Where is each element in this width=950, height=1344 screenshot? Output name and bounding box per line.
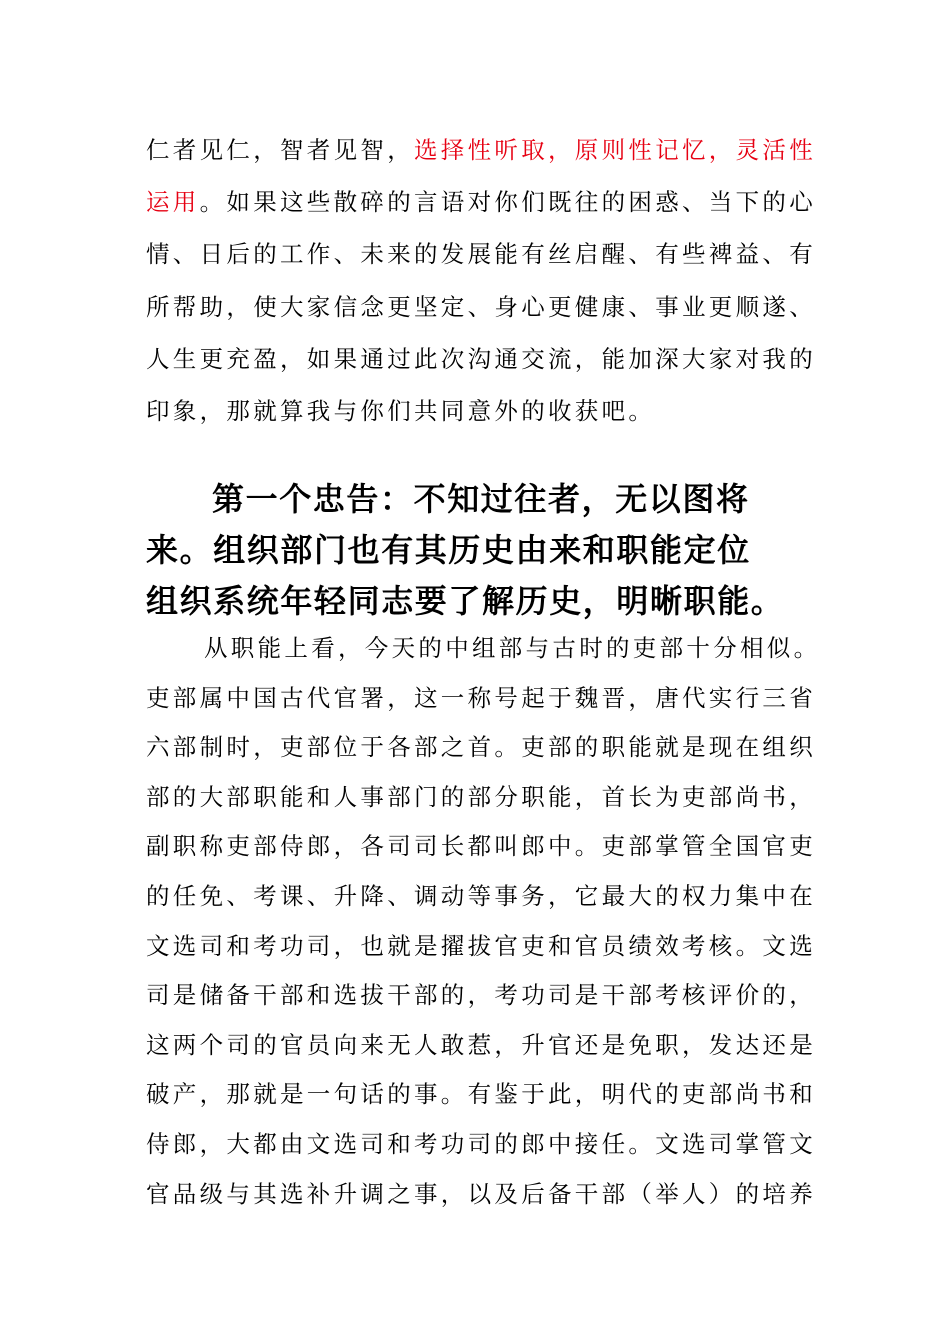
intro-line-5: 人生更充盈，如果通过此次沟通交流，能加深大家对我的	[146, 344, 816, 373]
highlighted-text: 运用	[146, 188, 200, 217]
section-heading	[146, 474, 806, 627]
intro-line-2	[146, 176, 817, 228]
body-line: 从职能上看，今天的中组部与古时的吏部十分相似。	[204, 634, 821, 662]
body-line: 副职称吏部侍郎，各司司长都叫郎中。吏部掌管全国官吏	[146, 832, 816, 861]
body-line: 文选司和考功司，也就是擢拔官吏和官员绩效考核。文选	[146, 931, 816, 960]
body-line: 的任免、考课、升降、调动等事务，它最大的权力集中在	[146, 881, 816, 910]
body-line: 部的大部职能和人事部门的部分职能，首长为吏部尚书，	[146, 782, 816, 811]
body-line: 六部制时，吏部位于各部之首。吏部的职能就是现在组织	[146, 733, 816, 762]
intro-line-6: 印象，那就算我与你们共同意外的收获吧。	[146, 396, 656, 425]
highlighted-text: 选择性听取，原则性记忆，灵活性	[414, 136, 816, 164]
intro-line-4: 所帮助，使大家信念更坚定、身心更健康、事业更顺遂、	[146, 292, 816, 321]
intro-paragraph	[146, 124, 817, 437]
body-line: 司是储备干部和选拔干部的，考功司是干部考核评价的，	[146, 981, 816, 1010]
body-line: 官品级与其选补升调之事，以及后备干部（举人）的培养	[146, 1179, 816, 1208]
body-line: 破产，那就是一句话的事。有鉴于此，明代的吏部尚书和	[146, 1080, 816, 1109]
intro-line-2-plain: 。如果这些散碎的言语对你们既往的困惑、当下的心	[199, 188, 817, 217]
intro-line-1	[146, 124, 816, 176]
intro-line-3: 情、日后的工作、未来的发展能有丝启醒、有些裨益、有	[146, 240, 816, 269]
heading-line-1: 第一个忠告：不知过往者，无以图将	[212, 480, 750, 518]
body-line: 侍郎，大都由文选司和考功司的郎中接任。文选司掌管文	[146, 1129, 816, 1158]
body-paragraph	[146, 624, 821, 1219]
body-line: 吏部属中国古代官署，这一称号起于魏晋，唐代实行三省	[146, 683, 816, 712]
heading-line-2: 来。组织部门也有其历史由来和职能定位	[146, 531, 751, 569]
body-line: 这两个司的官员向来无人敢惹，升官还是免职，发达还是	[146, 1030, 816, 1059]
heading-line-3: 组织系统年轻同志要了解历史，明晰职能。	[146, 582, 785, 620]
intro-line-1-plain: 仁者见仁，智者见智，	[146, 136, 414, 164]
